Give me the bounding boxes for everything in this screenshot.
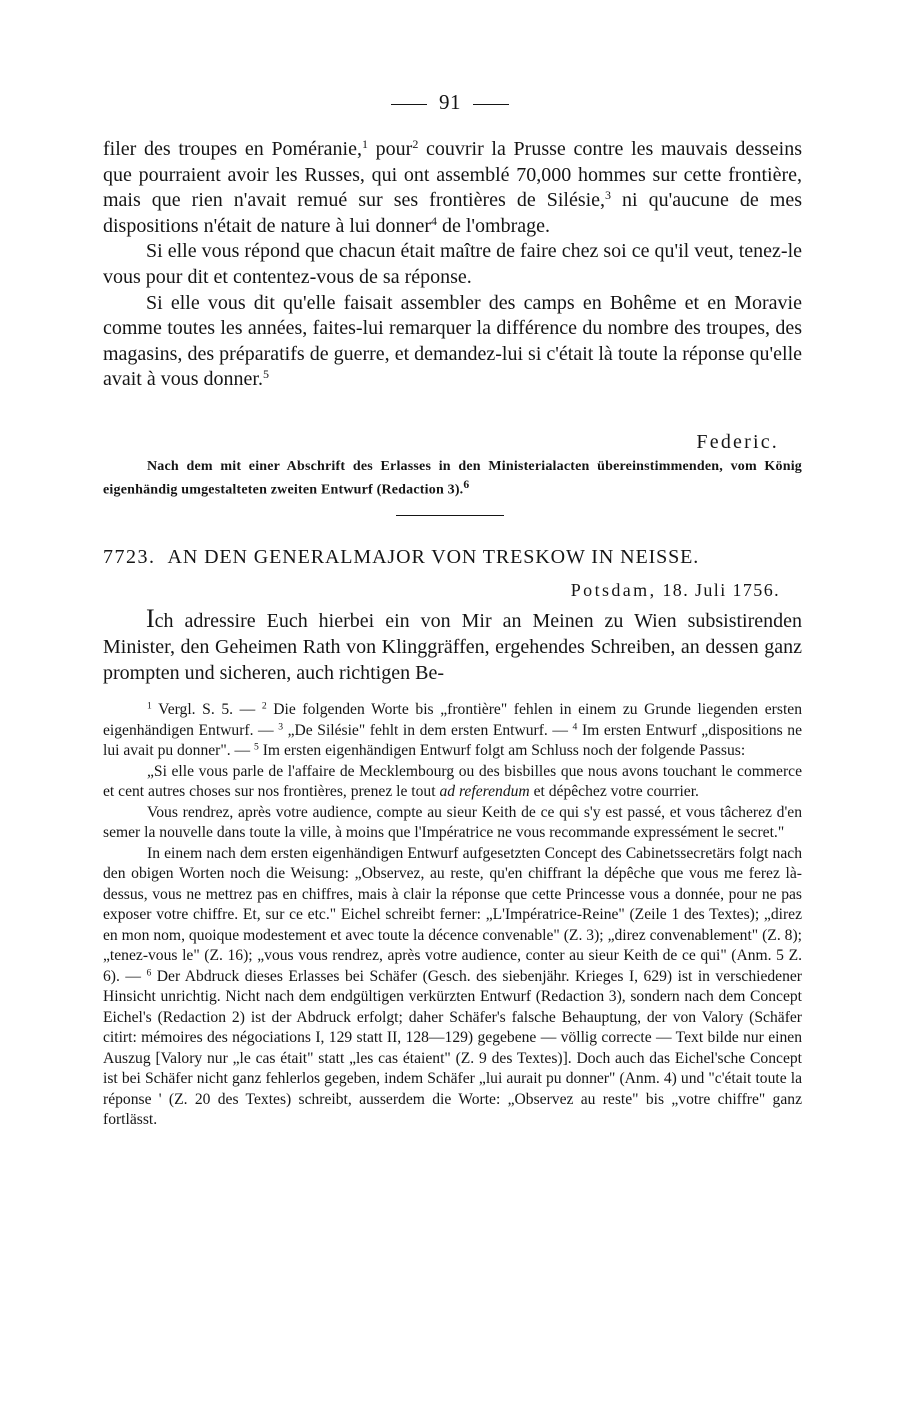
section-divider [396, 515, 504, 516]
footnote-ref: 5 [262, 367, 269, 382]
page-number: 91 [439, 90, 461, 114]
letter-end-text [103, 137, 802, 393]
footnote-ref: 1 [361, 136, 368, 151]
dateline-place: Potsdam, [570, 580, 657, 600]
initial-letter: I [146, 604, 155, 633]
dateline [571, 578, 780, 602]
footnotes [103, 700, 802, 1131]
footnote-ref: 3 [605, 188, 612, 202]
footnote-ref: 4 [430, 213, 437, 228]
footnote-ref: 2 [412, 136, 419, 151]
header-rule-left [391, 104, 427, 105]
footnote-concept: In einem nach dem ersten eigenhändigen Entwurf aufgesetzten Concept des Cabinetssecretärs folgt nach den obigen Worten noch die Weisung: „Observez, au reste, qu'en chiffrant la dépêche que vous me ferez là-dessus, vous ne mettrez pas en chiffres, mais à clair la réponse que cette Princesse vous a donnée, pour ne pas exposer votre chiffre. Et, sur ce etc." Eichel schreibt ferner: „L'Impératrice-Reine" (Zeile 1 des Textes); „direz en mon nom, quoique modestement et avec toute la décence convenable" (Z. 3); „direz convenablement" (Z. 8); „tenez-vous le" (Z. 16); „vous vous rendrez, après votre audience, conter au sieur Keith de ce qui" (Anm. 5 Z. 6). — $^6$ Der Abdruck dieses Erlasses bei Schäfer (Gesch. des siebenjähr. Krieges I, 629) ist in verschiedener Hinsicht unrichtig. Nicht nach dem endgültigen verkürzten Entwurf (Redaction 3), sondern nach dem Concept Eichel's (Redaction 2) ist der Abdruck erfolgt; daher Schäfer's falsche Behauptung, der von Valory (Schäfer citirt: mémoires des négociations I, 129 statt II, 128—129) gegebene — völlig correcte — Text bilde nur einen Auszug [Valory nur „le cas était" statt „les cas étaient" (Z. 9 des Textes)]. Doch auch das Eichel'sche Concept ist bei Schäfer nicht ganz fehlerlos gegeben, indem Schäfer „lui aurait pu donner" (Anm. 4) und "c'était toute la réponse ' (Z. 20 des Textes) schreibt, ausserdem die Worte: „Observez au reste" bis „votre chiffre" ganz fortlässt. [103, 844, 803, 1128]
document-title: AN DEN GENERALMAJOR VON TRESKOW IN NEISSE. [167, 546, 700, 568]
footnote-quote-2: Vous rendrez, après votre audience, compte au sieur Keith de ce qui s'y est passé, et vous tâcherez d'en semer la nouvelle dans toute la ville, à moins que l'Impératrice ne vous recommande expressément le secret." [103, 803, 802, 841]
footnote-ref: 6 [463, 478, 470, 491]
letter-paragraph-3: Si elle vous dit qu'elle faisait assembler des camps en Bohême et en Moravie comme toutes les années, faites-lui remarquer la différence du nombre des troupes, des magasins, des préparatifs de guerre, et demandez-lui si c'était là toute la réponse qu'elle avait à vous donner.$^5$ [103, 291, 802, 391]
source-note: Nach dem mit einer Abschrift des Erlasses in den Ministerialacten übereinstimmenden, vom König eigenhändig umgestalteten zweiten Entwurf (Redaction 3).$^6$ [103, 459, 802, 498]
page-header [0, 88, 900, 116]
header-rule-right [473, 104, 509, 105]
dateline-date: 18. Juli 1756. [662, 580, 780, 600]
document-number: 7723. [103, 546, 156, 568]
footnote-quote-1: „Si elle vous parle de l'affaire de Mecklembourg ou des bisbilles que nous avons touchant le commerce et cent autres choses sur nos frontières, prenez le tout ad referendum et dépêchez votre courrier. [103, 762, 802, 800]
letter-paragraph-1: filer des troupes en Poméranie,$^1$ pour$^2$ couvrir la Prusse contre les mauvais desseins que pourraient avoir les Russes, qui ont assemblé 70,000 hommes sur cette frontière, mais que rien n'avait remué sur ses frontières de Silésie,$^3$ ni qu'aucune de mes dispositions n'était de nature à lui donner$^4$ de l'ombrage. [103, 136, 802, 237]
footnote-block-1: $^1$ Vergl. S. 5. — $^2$ Die folgenden Worte bis „frontière" fehlen in einem zu Grunde liegenden ersten eigenhändigen Entwurf. — $^3$ „De Silésie" fehlt in dem ersten Entwurf. — $^4$ Im ersten Entwurf „dispositions ne lui avait pu donner". — $^5$ Im ersten eigenhändigen Entwurf folgt am Schluss noch der folgende Passus: [103, 700, 803, 759]
signature: Federic. [696, 431, 779, 453]
letter-paragraph-2: Si elle vous répond que chacun était maître de faire chez soi ce qu'il veut, tenez-le vous pour dit et contentez-vous de sa réponse. [103, 240, 802, 288]
document-heading [103, 543, 802, 571]
document-body: Ich adressire Euch hierbei ein von Mir an Meinen zu Wien subsistirenden Minister, den Geheimen Rath von Klinggräffen, ergehendes Schreiben, an dessen ganz prompten und sicheren, auch richtigen Be- [103, 604, 802, 684]
